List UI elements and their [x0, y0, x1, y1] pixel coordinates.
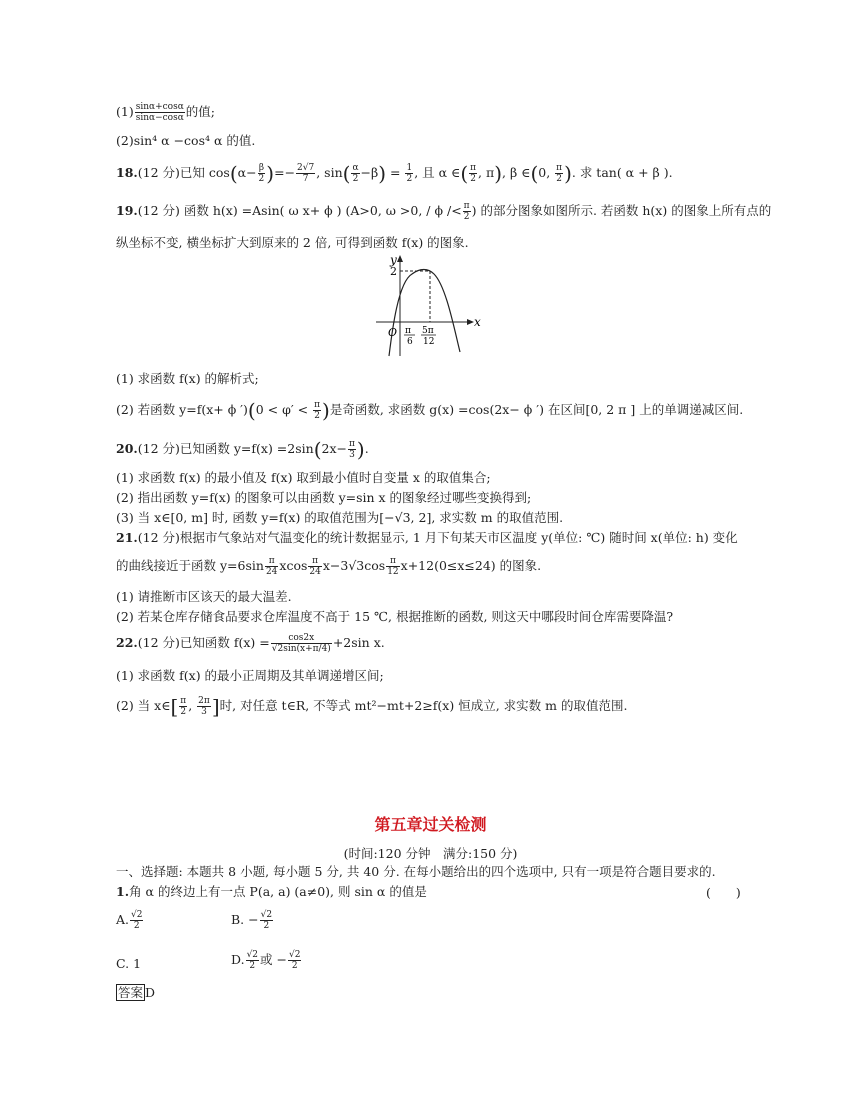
option-d: D. $\frac{√2}{2}$ 或 − $\frac{√2}{2}$ [231, 950, 301, 971]
question-20: 20.(12 分)已知函数 y=f(x) =2sin(2x− $\frac{\pi}{3}$ ). [116, 437, 369, 462]
x-tick1-den: 6 [407, 337, 413, 347]
y-arrow [397, 255, 403, 262]
chapter-title: 第五章过关检测 [374, 815, 487, 834]
x-tick2-den: 12 [423, 337, 435, 347]
section-heading: 一、选择题: 本题共 8 小题, 每小题 5 分, 共 40 分. 在每小题给出的四个选项中, 只有一项是符合题目要求的. [116, 864, 716, 879]
question-22: 22.(12 分)已知函数 f(x) = $\frac{\cos 2x}{√2\sin(x+\pi/4)}$ +2sin x. [116, 633, 385, 654]
answer-value: D [145, 985, 156, 1000]
x-tick1-num: π [405, 326, 411, 336]
option-a: A. $\frac{√2}{2}$ [116, 910, 143, 931]
question-19-line1: 19.(12 分) 函数 h(x) =Asin( ω x+ ϕ ) (A>0, ω >0, / ϕ /< $\frac{\pi}{2}$ ) 的部分图象如图所示. 若函数 h(x) 的图象上所有点的 [116, 201, 772, 222]
question-18: 18.(12 分)已知 cos(α− $\frac{\beta}{2}$ )=− $\frac{2√7}{7}$ , sin( $\frac{\alpha}{2}$ −β) = $\frac{1}{2}$ , 且 α ∈( $\frac{\pi}{2}$ , π), β ∈(0, $\frac{\pi}{2}$ ). 求 tan( α + β ). [116, 161, 673, 186]
q19-part1: (1) 求函数 f(x) 的解析式; [116, 371, 259, 386]
mc-question-1: 1.角 α 的终边上有一点 P(a, a) (a≠0), 则 sin α 的值是 [116, 884, 427, 899]
origin-label: O [388, 326, 398, 339]
question-19-line2: 纵坐标不变, 横坐标扩大到原来的 2 倍, 可得到函数 f(x) 的图象. [116, 235, 469, 250]
q20-part3: (3) 当 x∈[0, m] 时, 函数 y=f(x) 的取值范围为[−√3, 2], 求实数 m 的取值范围. [116, 510, 564, 525]
question-21-line1: 21.(12 分)根据市气象站对气温变化的统计数据显示, 1 月下旬某天市区温度 y(单位: ℃) 随时间 x(单位: h) 变化 [116, 530, 738, 545]
fraction: $\frac{\sin\alpha+\cos\alpha}{\sin\alpha-\cos\alpha}$ [135, 102, 184, 123]
y-label: y [390, 253, 397, 267]
q21-part2: (2) 若某仓库存储食品要求仓库温度不高于 15 ℃, 根据推断的函数, 则这天中哪段时间仓库需要降温? [116, 609, 674, 624]
q17-part1: (1) $\frac{\sin\alpha+\cos\alpha}{\sin\alpha-\cos\alpha}$ 的值; [116, 102, 216, 123]
x-tick2-num: 5π [422, 326, 434, 336]
q21-part1: (1) 请推断市区该天的最大温差. [116, 589, 292, 604]
q20-part2: (2) 指出函数 y=f(x) 的图象可以由函数 y=sin x 的图象经过哪些变换得到; [116, 490, 532, 505]
q22-part1: (1) 求函数 f(x) 的最小正周期及其单调递增区间; [116, 668, 384, 683]
sine-graph [370, 252, 490, 358]
y-tick-label: 2 [390, 265, 397, 278]
x-arrow [467, 319, 474, 325]
question-21-line2: 的曲线接近于函数 y=6sin $\frac{\pi}{24}$ xcos $\frac{\pi}{24}$ x−3√3cos $\frac{\pi}{12}$ x+12(0≤x≤24) 的图象. [116, 556, 542, 577]
q19-part2: (2) 若函数 y=f(x+ ϕ ′)(0 < φ′ < $\frac{\pi}{2}$ )是奇函数, 求函数 g(x) =cos(2x− ϕ ′) 在区间[0, 2 π ] 上的单调递减区间. [116, 398, 744, 423]
option-b: B. − $\frac{√2}{2}$ [231, 910, 273, 931]
q20-part1: (1) 求函数 f(x) 的最小值及 f(x) 取到最小值时自变量 x 的取值集合; [116, 470, 491, 485]
answer-label: 答案 [118, 985, 144, 1000]
q22-part2: (2) 当 x∈[ $\frac{\pi}{2}$ , $\frac{2\pi}{3}$ ]时, 对任意 t∈R, 不等式 mt²−mt+2≥f(x) 恒成立, 求实数 m 的取值范围. [116, 694, 628, 719]
answer-paren: ( ) [706, 885, 741, 900]
chapter-subtitle: (时间:120 分钟 满分:150 分) [343, 846, 518, 861]
x-label: x [474, 315, 481, 329]
option-c: C. 1 [116, 956, 142, 971]
q17-part2: (2)sin⁴ α −cos⁴ α 的值. [116, 133, 256, 148]
answer-row [116, 984, 155, 1001]
